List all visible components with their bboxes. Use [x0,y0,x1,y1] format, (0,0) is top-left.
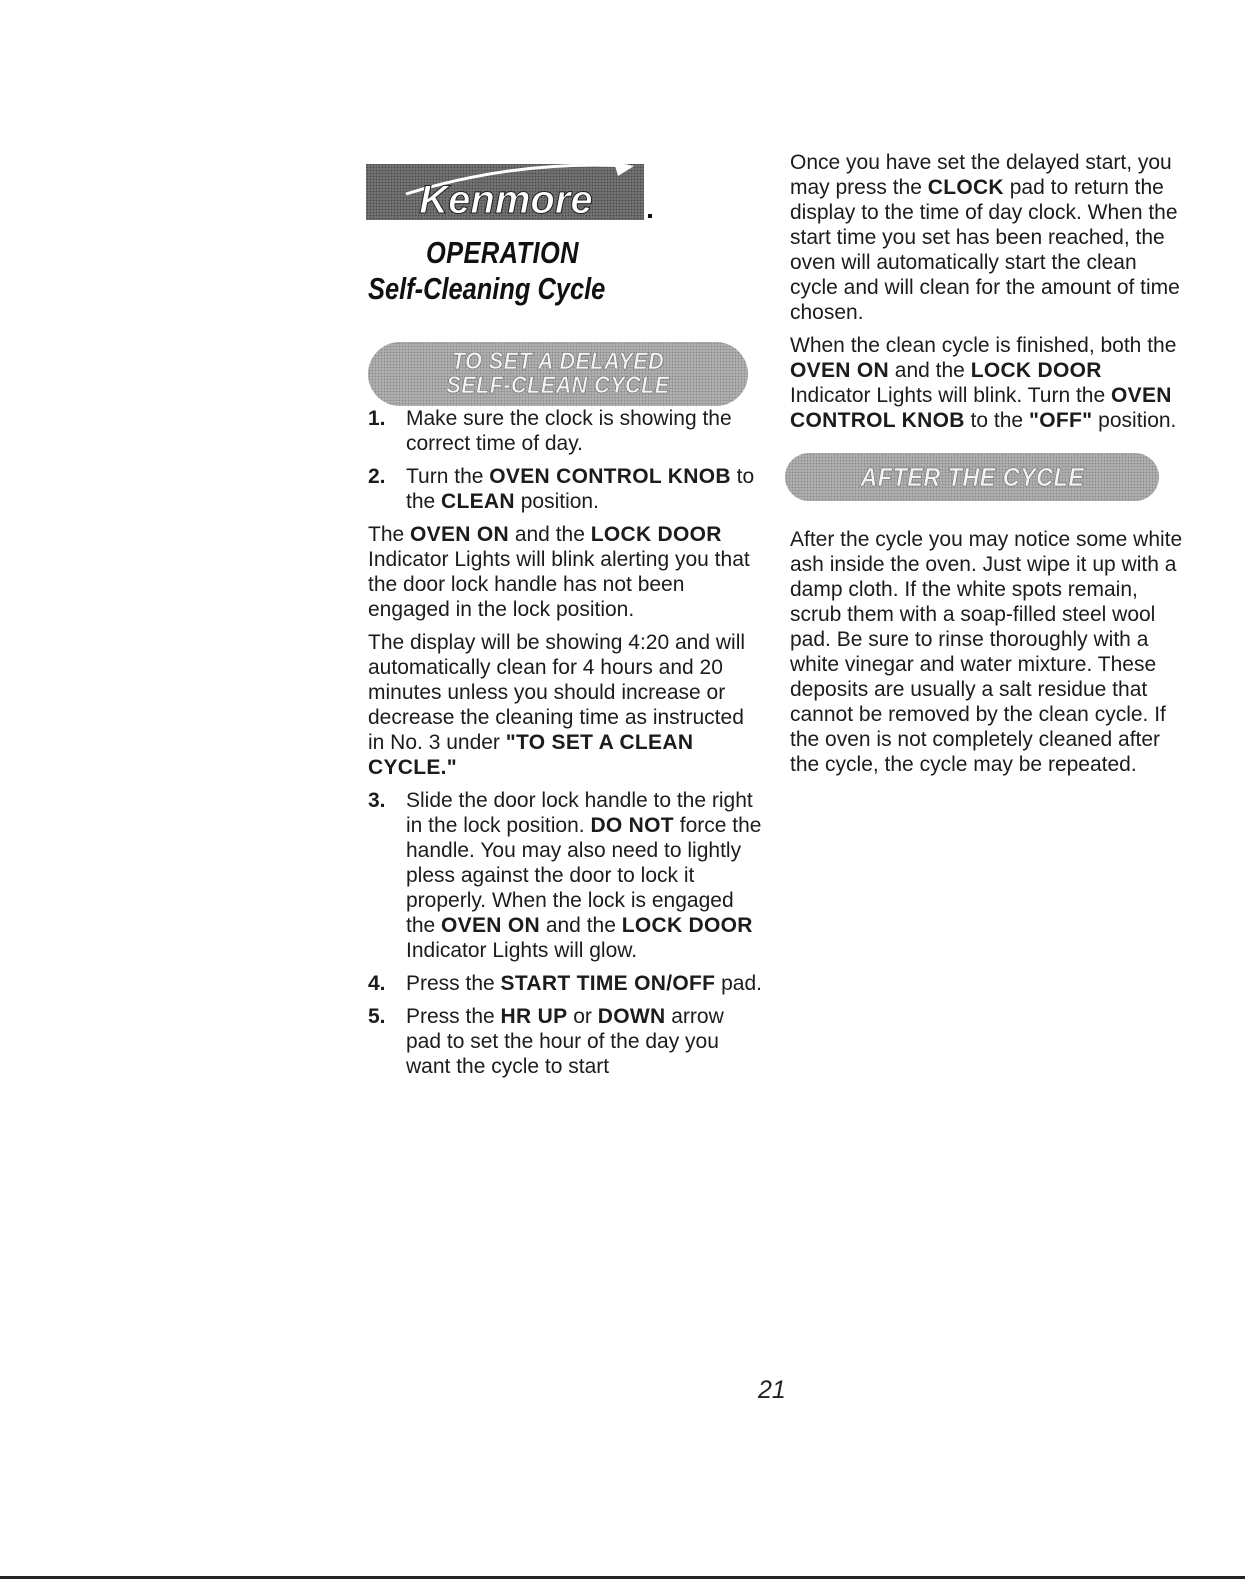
left-column [368,160,763,1087]
step-item-4 [368,971,763,996]
kenmore-logo [366,160,651,222]
delayed-clean-banner-text [446,350,669,398]
para-text: Indicator Lights will blink. Turn the [790,384,1111,407]
para-text: The [368,523,411,546]
step-item-1 [368,406,763,456]
para-bold: CLOCK [927,176,1004,199]
step-text: or [567,1005,598,1028]
para-text: When the clean cycle is finished, both the [790,334,1177,357]
step-text: Indicator Lights will glow. [406,939,638,962]
page-subtitle: Self-Cleaning Cycle [368,271,606,306]
para-bold: OVEN ON [410,523,509,546]
display-paragraph [368,630,763,780]
after-cycle-paragraph: After the cycle you may notice some white ash inside the oven. Just wipe it up with a damp cloth. If the white spots remain, scrub them with a soap-filled steel wool pad. Be sure to rinse thoroughly with a white vinegar and water mixture. These deposits are usually a salt residue that cannot be removed by the clean cycle. If the oven is not completely cleaned after the cycle, the cycle may be repeated. [790,528,1183,776]
step-number: 2. [368,465,386,488]
step-bold: HR UP [500,1005,568,1028]
para-bold: "OFF" [1028,409,1093,432]
step-text: Press the [406,972,501,995]
step-text: Make sure the clock is showing the correct time of day. [406,407,732,455]
step-text: to the [406,465,755,513]
after-cycle-banner [785,453,1159,501]
para-text: to the [964,409,1029,432]
banner-line-1: TO SET A DELAYED [451,348,665,375]
step-text: and the [539,914,622,937]
step-text: position. [514,490,599,513]
para-text: pad to return the display to the time of day clock. When the start time you set has been reached, the oven will automatically start the clean cycle and will clean for the amount of time chosen. [790,176,1180,324]
step-text: pad. [715,972,762,995]
step-bold: START TIME ON/OFF [500,972,716,995]
step-number: 4. [368,972,386,995]
after-cycle-banner-text: AFTER THE CYCLE [860,462,1084,492]
para-text: Once you have set the delayed start, you may press the [790,151,1172,199]
step-text: arrow pad to set the hour of the day you want the cycle to start [406,1005,724,1078]
para-bold: "TO SET A CLEAN CYCLE." [368,731,694,779]
para-text: position. [1092,409,1177,432]
step-number: 3. [368,789,386,812]
step-text: Slide the door lock handle to the right in the lock position. [406,789,753,837]
step-item-2 [368,464,763,514]
para-bold: OVEN CONTROL KNOB [790,384,1172,432]
step-text: Turn the [406,465,490,488]
step-item-3 [368,788,763,963]
step-text: force the handle. You may also need to lightly pless against the door to lock it properly. When the lock is engaged the [406,814,762,937]
steps-list-b [368,788,763,1079]
step-text: Press the [406,1005,501,1028]
step-number: 1. [368,407,386,430]
right-column [790,150,1185,785]
delayed-clean-banner [368,342,748,406]
indicator-paragraph [368,522,763,622]
para-bold: LOCK DOOR [970,359,1102,382]
step-bold: CLEAN [441,490,515,513]
step-bold: OVEN ON [441,914,540,937]
banner-line-2: SELF-CLEAN CYCLE [446,372,670,399]
step-bold: DOWN [597,1005,666,1028]
logo-text: Kenmore [419,178,593,222]
page-number: 21 [758,1376,786,1404]
cycle-finished-paragraph [790,333,1185,433]
step-bold: LOCK DOOR [621,914,753,937]
page-title: OPERATION [426,235,579,270]
para-text: and the [888,359,971,382]
para-text: Indicator Lights will blink alerting you that the door lock handle has not been engaged in the lock position. [368,548,750,621]
step-item-5 [368,1004,763,1079]
step-bold: DO NOT [590,814,674,837]
steps-list-a [368,406,763,514]
step-number: 5. [368,1005,386,1028]
delayed-start-paragraph [790,150,1185,325]
step-bold: OVEN CONTROL KNOB [489,465,731,488]
kenmore-logo-graphic [366,160,656,224]
bottom-divider [0,1576,1245,1579]
para-text: The display will be showing 4:20 and will automatically clean for 4 hours and 20 minutes unless you should increase or decrease the cleaning time as instructed in No. 3 under [368,631,746,754]
para-bold: LOCK DOOR [590,523,722,546]
para-text: and the [508,523,591,546]
para-bold: OVEN ON [790,359,889,382]
